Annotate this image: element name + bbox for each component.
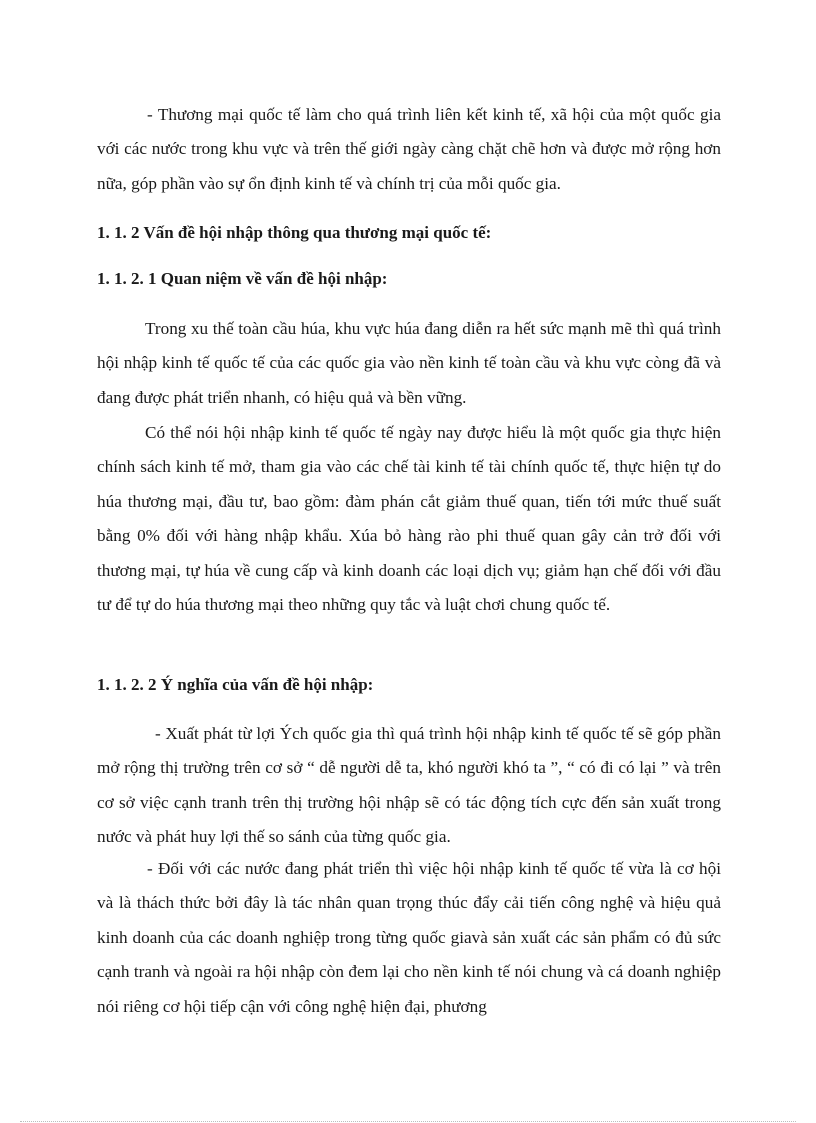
heading-1-1-2-2: 1. 1. 2. 2 Ý nghĩa của vấn đề hội nhập:: [97, 675, 374, 694]
paragraph-national-interest: - Xuất phát từ lợi Ých quốc gia thì quá trình hội nhập kinh tế quốc tế sẽ góp phần mở rộng thị trường trên cơ sở “ dễ người dễ ta, khó người khó ta ”, “ có đi có lại ” và trên cơ sở việc cạnh tranh trên thị trường hội nhập sẽ có tác động tích cực đến sản xuất trong nước và phát huy lợi thế so sánh của từng quốc gia.: [97, 724, 721, 847]
heading-1-1-2-1: 1. 1. 2. 1 Quan niệm về vấn đề hội nhập:: [97, 269, 388, 288]
paragraph-globalization-trend: Trong xu thế toàn cầu húa, khu vực húa đang diễn ra hết sức mạnh mẽ thì quá trình hội nhập kinh tế quốc tế của các quốc gia vào nền kinh tế toàn cầu và khu vực còng đã và đang được phát triển nhanh, có hiệu quả và bền vững.: [97, 319, 721, 407]
paragraph-integration-definition: Có thể nói hội nhập kinh tế quốc tế ngày nay được hiểu là một quốc gia thực hiện chính sách kinh tế mở, tham gia vào các chế tài kinh tế tài chính quốc tế, thực hiện tự do húa thương mại, đầu tư, bao gồm: đàm phán cắt giảm thuế quan, tiến tới mức thuế suất bằng 0% đối với hàng nhập khẩu. Xúa bỏ hàng rào phi thuế quan gây cản trở đối với thương mại, tự húa về cung cấp và kinh doanh các loại dịch vụ; giảm hạn chế đối với đầu tư để tự do húa thương mại theo những quy tắc và luật chơi chung quốc tế.: [97, 423, 721, 615]
paragraph-trade-integration: - Thương mại quốc tế làm cho quá trình liên kết kinh tế, xã hội của một quốc gia với các nước trong khu vực và trên thế giới ngày càng chặt chẽ hơn và được mở rộng hơn nữa, góp phần vào sự ổn định kinh tế và chính trị của mỗi quốc gia.: [97, 105, 721, 193]
heading-1-1-2: 1. 1. 2 Vấn đề hội nhập thông qua thương mại quốc tế:: [97, 223, 492, 242]
paragraph-developing-countries: - Đối với các nước đang phát triển thì việc hội nhập kinh tế quốc tế vừa là cơ hội và là thách thức bởi đây là tác nhân quan trọng thúc đẩy cải tiến công nghệ và hiệu quả kinh doanh của các doanh nghiệp trong từng quốc giavà sản xuất các sản phẩm có đủ sức cạnh tranh và ngoài ra hội nhập còn đem lại cho nền kinh tế nói chung và cá doanh nghiệp nói riêng cơ hội tiếp cận với công nghệ hiện đại, phương: [97, 859, 721, 1016]
page-bottom-divider: [20, 1121, 796, 1122]
